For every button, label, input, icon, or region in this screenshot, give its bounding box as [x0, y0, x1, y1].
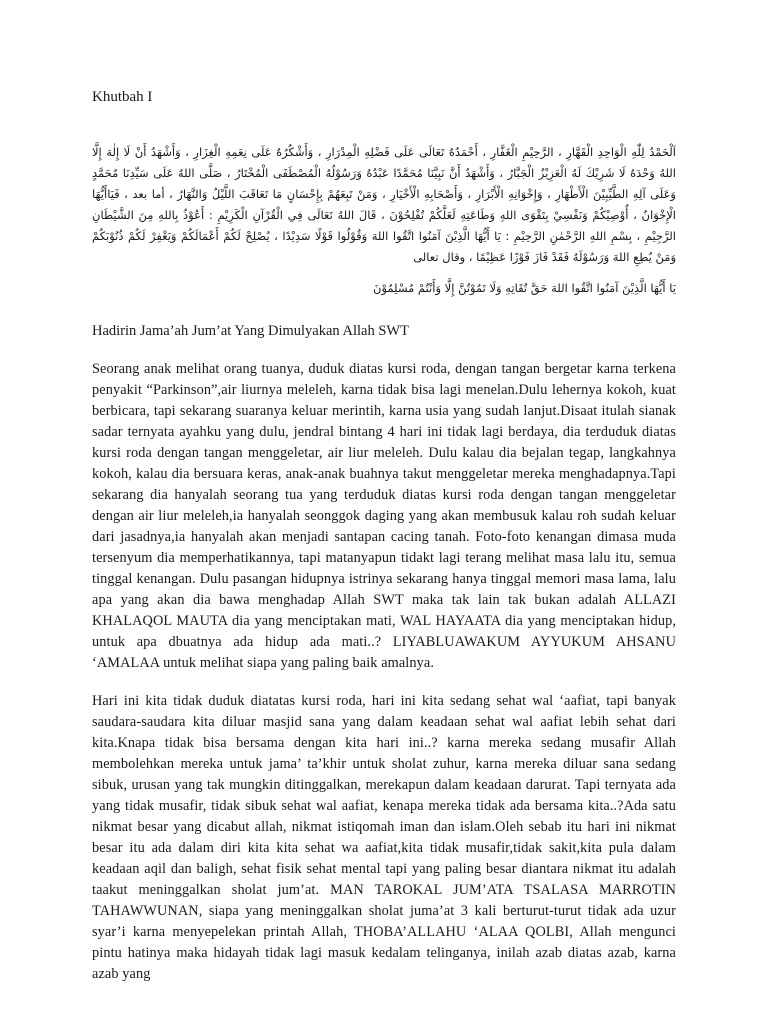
arabic-verse-text: يَا أَيُّهَا الَّذِيْنَ آمَنُوا اتَّقُوا اللهَ حَقَّ تُقَاتِهِ وَلَا تَمُوْتُنَّ إِلَّا وَأَنْتُمْ مُسْلِمُوْنَ [373, 281, 676, 295]
body-paragraph-1: Seorang anak melihat orang tuanya, duduk diatas kursi roda, dengan tangan bergetar karna terkena penyakit “Parkinson”,air liurnya meleleh, karna tidak bisa lagi menelan.Dulu lehernya kokoh, kuat berbicara, tapi sekarang suaranya keluar merintih, karna usia yang sudah lanjut.Disaat itulah sianak sadar ternyata ayahku yang dulu, jendral bintang 4 hari ini tidak lagi berdaya, dia terduduk diatas kursi roda dengan tangan menggeletar, air liur meleleh. Dulu kalau dia bejalan tegap, langkahnya kokoh, kalau dia bersuara keras, anak-anak buahnya takut menggeletar mereka menghadapnya.Tapi sekarang dia hanyalah seorang tua yang terduduk diatas kursi roda dengan tangan menggeletar dengan air liur meleleh,ia hanyalah seonggok daging yang akan membusuk kalau roh sudah keluar dari jasadnya,ia hanyalah akan menjadi santapan cacing tanah. Foto-foto kenangan dimasa muda tersenyum dia memperhatikannya, tapi matanyapun tidakt lagi terang melihat masa lalu itu, semua tinggal kenangan. Dulu pasangan hidupnya istrinya sekarang hanya tinggal memori masa lama, lalu apa yang akan dia bawa menghadap Allah SWT maka tak lain tak bukan adalah ALLAZI KHALAQOL MAUTA dia yang menciptakan mati, WAL HAYAATA dia yang menciptakan hidup, untuk apa dbuatnya ada hidup ada mati..? LIYABLUAWAKUM AYYUKUM AHSANU ‘AMALAA untuk melihat siapa yang paling baik amalnya. [92, 361, 676, 671]
arabic-opening-text: اَلْحَمْدُ لِلّٰهِ الْوَاحِدِ الْقَهَّارِ ، الرَّحِيْمِ الْغَفَّارِ ، أَحْمَدُهُ تَعَالَى عَلَى فَضْلِهِ الْمِدْرَارِ ، وَأَشْكُرُهُ عَلَى نِعَمِهِ الْغِزَارِ ، وَأَشْهَدُ أَنْ لَا إِلٰهَ إِلَّا اللهُ وَحْدَهُ لَا شَرِيْكَ لَهُ الْعَزِيْزُ الْجَبَّارُ ، وَأَشْهَدُ أَنَّ نَبِيَّنَا مُحَمَّدًا عَبْدُهُ وَرَسُوْلُهُ الْمُصْطَفَى الْمُخْتَارُ ، صَلَّى اللهُ عَلَى سَيِّدِنَا مُحَمَّدٍ وَعَلَى آلِهِ الطَّيِّبِيْنَ الْأَطْهَارِ ، وَإِخْوَانِهِ الْأَبْرَارِ ، وَأَصْحَابِهِ الْأَخْيَارِ ، وَمَنْ تَبِعَهُمْ بِإِحْسَانٍ مَا تَعَاقَبَ اللَّيْلُ وَالنَّهَارُ ، أما بعد ، فَيَاأَيُّهَا الْإِخْوَانُ ، أُوْصِيْكُمْ وَنَفْسِيْ بِتَقْوَى اللهِ وَطَاعَتِهِ لَعَلَّكُمْ تُفْلِحُوْنَ ، قَالَ اللهُ تَعَالَى فِي الْقُرْآنِ الْكَرِيْمِ : أَعُوْذُ بِاللهِ مِنَ الشَّيْطَانِ الرَّجِيْمِ ، بِسْمِ اللهِ الرَّحْمٰنِ الرَّحِيْمِ : يَا أَيُّهَا الَّذِيْنَ آمَنُوا اتَّقُوا اللهَ وَقُوْلُوا قَوْلًا سَدِيْدًا ، يُصْلِحْ لَكُمْ أَعْمَالَكُمْ وَيَغْفِرْ لَكُمْ ذُنُوْبَكُمْ وَمَنْ يُطِعِ اللهَ وَرَسُوْلَهُ فَقَدْ فَازَ فَوْزًا عَظِيْمًا ، وقال تعالى [92, 145, 676, 264]
body-paragraph-2: Hari ini kita tidak duduk diatatas kursi roda, hari ini kita sedang sehat wal ‘aafiat, tapi banyak saudara-saudara kita diluar masjid sana yang dalam keadaan sehat wal aafiat lebih sehat dari kita.Knapa tidak bisa bersama dengan kita hari ini..? karna mereka sedang musafir Allah membolehkan mereka untuk jama’ ta’khir untuk sholat zuhur, karna mereka diluar sana sedang sibuk, urusan yang tak mungkin ditinggalkan, merekapun dalam keadaan darurat. Tapi ternyata ada yang tidak musafir, tidak sibuk sehat wal aafiat, kenapa mereka tidak ada bersama kita..?Ada satu nikmat besar yang dicabut allah, nikmat istiqomah iman dan islam.Oleh sebab itu hari ini nikmat besar itu ada dalam diri kita kita sehat wa aafiat,kita tidak musafir,tidak sakit,kita pula dalam keadaan aqil dan baligh, sehat fisik sehat mental tapi yang paling besar diantara nikmat itu adalah taakut meninggalkan sholat jum’at. MAN TAROKAL JUM’ATA TSALASA MARROTIN TAHAWWUNAN, siapa yang meninggalkan sholat juma’at 3 kali berturut-turut tidak ada uzur syar’i karna menyepelekan printah Allah, THOBA’ALLAHU ‘ALAA QOLBI, Allah mengunci pintu hatinya maka hidayah tidak lagi masuk kedalam telinganya, inilah azab diatas azab, karna azab yang [92, 693, 676, 982]
section-subheading: Hadirin Jama’ah Jum’at Yang Dimulyakan Allah SWT [92, 323, 409, 339]
document-heading: Khutbah I [92, 89, 153, 105]
